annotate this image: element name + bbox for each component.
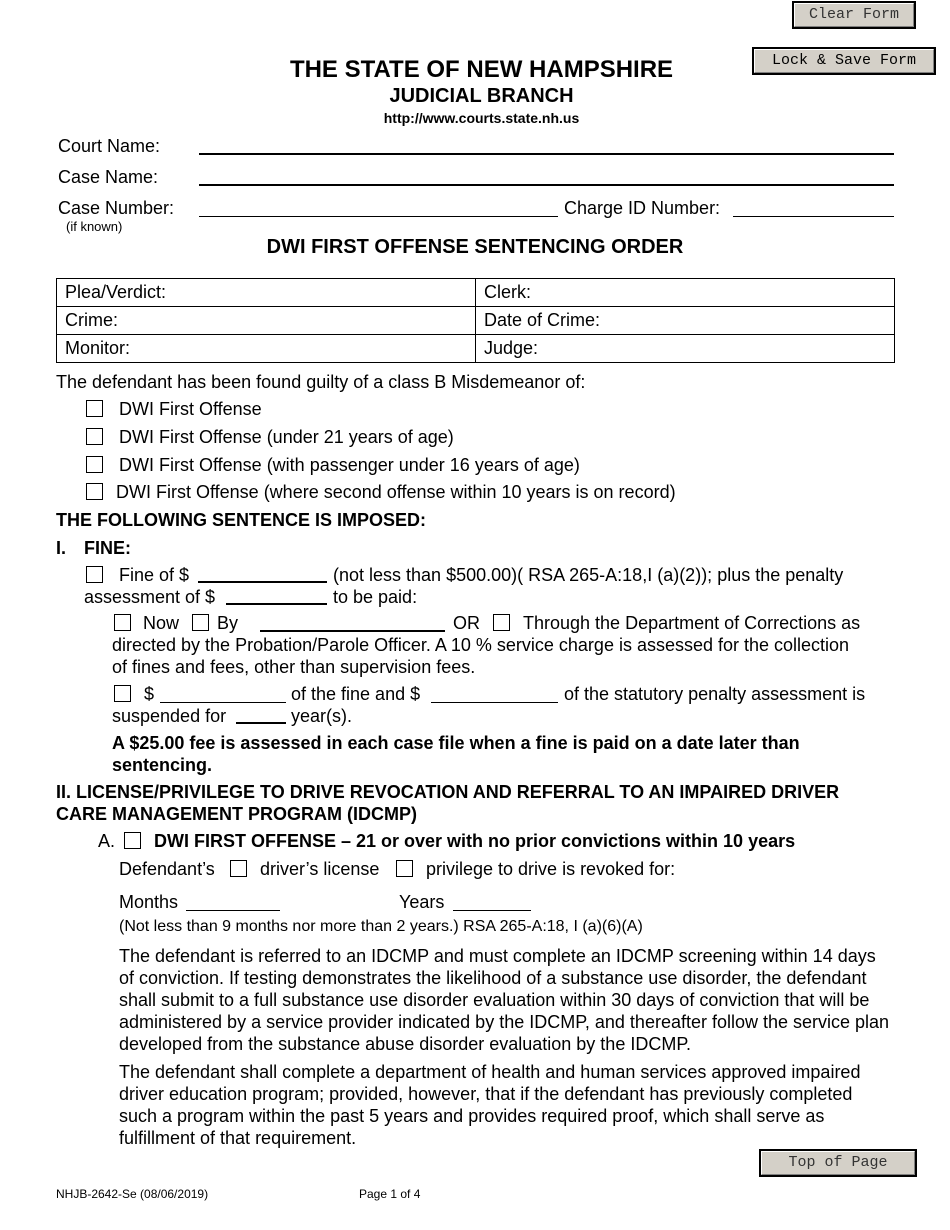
fine-heading: FINE: <box>84 538 131 558</box>
top-of-page-label: Top of Page <box>761 1151 915 1175</box>
charge-id-label: Charge ID Number: <box>564 198 721 218</box>
charge-id-field[interactable] <box>733 216 894 217</box>
sentence-heading: THE FOLLOWING SENTENCE IS IMPOSED: <box>56 510 427 530</box>
years-field[interactable] <box>453 910 531 911</box>
assessment-label: assessment of $ <box>84 587 216 607</box>
suspended-fine-field[interactable] <box>160 702 286 703</box>
doc-payment-label: Through the Department of Corrections as <box>523 613 861 633</box>
doc-payment-checkbox[interactable] <box>493 614 510 631</box>
assessment-amount-field[interactable] <box>226 603 327 605</box>
court-name-field[interactable] <box>199 153 894 155</box>
revocation-range-note: (Not less than 9 months nor more than 2 years.) RSA 265-A:18, I (a)(6)(A) <box>119 918 643 935</box>
monitor-cell[interactable]: Monitor: <box>57 335 476 363</box>
pay-by-label: By <box>217 613 239 633</box>
crime-cell[interactable]: Crime: <box>57 307 476 335</box>
case-info-table <box>56 278 895 363</box>
top-of-page-button[interactable] <box>759 1149 917 1177</box>
or-label: OR <box>453 613 480 633</box>
statutory-label: of the statutory penalty assessment is <box>564 684 866 704</box>
fine-amount-field[interactable] <box>198 581 327 583</box>
idcmp-paragraph: The defendant is referred to an IDCMP and must complete an IDCMP screening within 14 days of conviction. If testing demonstrates the likelihood of a substance use disorder, the defendant shall submit to a full substance use disorder evaluation within 30 days of conviction that will be administered by a service provider indicated by the IDCMP, and thereafter follow the service plan developed from the substance abuse disorder evaluation by the IDCMP. <box>119 946 890 1054</box>
late-fee-notice-1: A $25.00 fee is assessed in each case file when a fine is paid on a date later than <box>112 733 800 753</box>
section-a-label: A. <box>98 831 116 851</box>
court-url: http://www.courts.state.nh.us <box>383 110 580 126</box>
case-number-label: Case Number: <box>58 198 175 218</box>
lock-save-form-label: Lock & Save Form <box>754 49 934 73</box>
offense-label-2: DWI First Offense (under 21 years of age) <box>119 427 454 447</box>
offense-checkbox-1[interactable] <box>86 400 103 417</box>
years-revoked-label: Years <box>399 892 445 912</box>
license-heading-1: II. LICENSE/PRIVILEGE TO DRIVE REVOCATION AND REFERRAL TO AN IMPAIRED DRIVER <box>56 782 840 802</box>
case-name-label: Case Name: <box>58 167 159 187</box>
offense-label-1: DWI First Offense <box>119 399 262 419</box>
late-fee-notice-2: sentencing. <box>112 755 213 775</box>
section-a-checkbox[interactable] <box>124 832 141 849</box>
fees-text: of fines and fees, other than supervision fees. <box>112 657 476 677</box>
suspended-checkbox[interactable] <box>114 685 131 702</box>
drivers-license-checkbox[interactable] <box>230 860 247 877</box>
pay-by-checkbox[interactable] <box>192 614 209 631</box>
clear-form-button[interactable] <box>792 1 916 29</box>
if-known-note: (if known) <box>66 219 123 234</box>
pay-now-checkbox[interactable] <box>114 614 131 631</box>
directed-text: directed by the Probation/Parole Officer. A 10 % service charge is assessed for the collection <box>112 635 850 655</box>
suspended-for-label: suspended for <box>112 706 227 726</box>
plea-verdict-cell[interactable]: Plea/Verdict: <box>57 279 476 307</box>
branch-title: JUDICIAL BRANCH <box>389 85 574 107</box>
to-be-paid-label: to be paid: <box>333 587 418 607</box>
months-field[interactable] <box>186 910 280 911</box>
offense-label-4: DWI First Offense (where second offense within 10 years is on record) <box>116 482 676 502</box>
drivers-license-label: driver’s license <box>260 859 380 879</box>
case-number-field[interactable] <box>199 216 558 217</box>
guilty-intro: The defendant has been found guilty of a class B Misdemeanor of: <box>56 372 586 392</box>
suspended-years-field[interactable] <box>236 722 286 724</box>
state-title: THE STATE OF NEW HAMPSHIRE <box>289 56 674 83</box>
date-of-crime-cell[interactable]: Date of Crime: <box>476 307 895 335</box>
privilege-checkbox[interactable] <box>396 860 413 877</box>
fine-not-less-text: (not less than $500.00)( RSA 265-A:18,I (a)(2)); plus the penalty <box>333 565 844 585</box>
months-label: Months <box>119 892 179 912</box>
offense-label-3: DWI First Offense (with passenger under 16 years of age) <box>119 455 580 475</box>
fine-heading-number: I. <box>56 538 67 558</box>
form-id: NHJB-2642-Se (08/06/2019) <box>56 1187 209 1201</box>
offense-checkbox-3[interactable] <box>86 456 103 473</box>
privilege-label: privilege to drive is revoked for: <box>426 859 676 879</box>
of-fine-label: of the fine and $ <box>291 684 421 704</box>
page-number: Page 1 of 4 <box>359 1187 421 1201</box>
offense-checkbox-2[interactable] <box>86 428 103 445</box>
fine-checkbox[interactable] <box>86 566 103 583</box>
years-label: year(s). <box>291 706 353 726</box>
defendants-label: Defendant’s <box>119 859 215 879</box>
clerk-cell[interactable]: Clerk: <box>476 279 895 307</box>
pay-by-date-field[interactable] <box>260 630 445 632</box>
form-title: DWI FIRST OFFENSE SENTENCING ORDER <box>266 236 684 258</box>
clear-form-label: Clear Form <box>794 3 914 27</box>
suspended-dollar-label: $ <box>144 684 155 704</box>
suspended-assessment-field[interactable] <box>431 702 558 703</box>
section-a-text: DWI FIRST OFFENSE – 21 or over with no prior convictions within 10 years <box>154 831 796 851</box>
license-heading-2: CARE MANAGEMENT PROGRAM (IDCMP) <box>56 804 417 824</box>
education-paragraph: The defendant shall complete a department of health and human services approved impaired driver education program; provided, however, that if the defendant has previously completed such a program within the past 5 years and provides required proof, which shall serve as fulfillment of that requirement. <box>119 1062 861 1148</box>
fine-of-label: Fine of $ <box>119 565 190 585</box>
court-name-label: Court Name: <box>58 136 161 156</box>
judge-cell[interactable]: Judge: <box>476 335 895 363</box>
pay-now-label: Now <box>143 613 180 633</box>
case-name-field[interactable] <box>199 184 894 186</box>
offense-checkbox-4[interactable] <box>86 483 103 500</box>
